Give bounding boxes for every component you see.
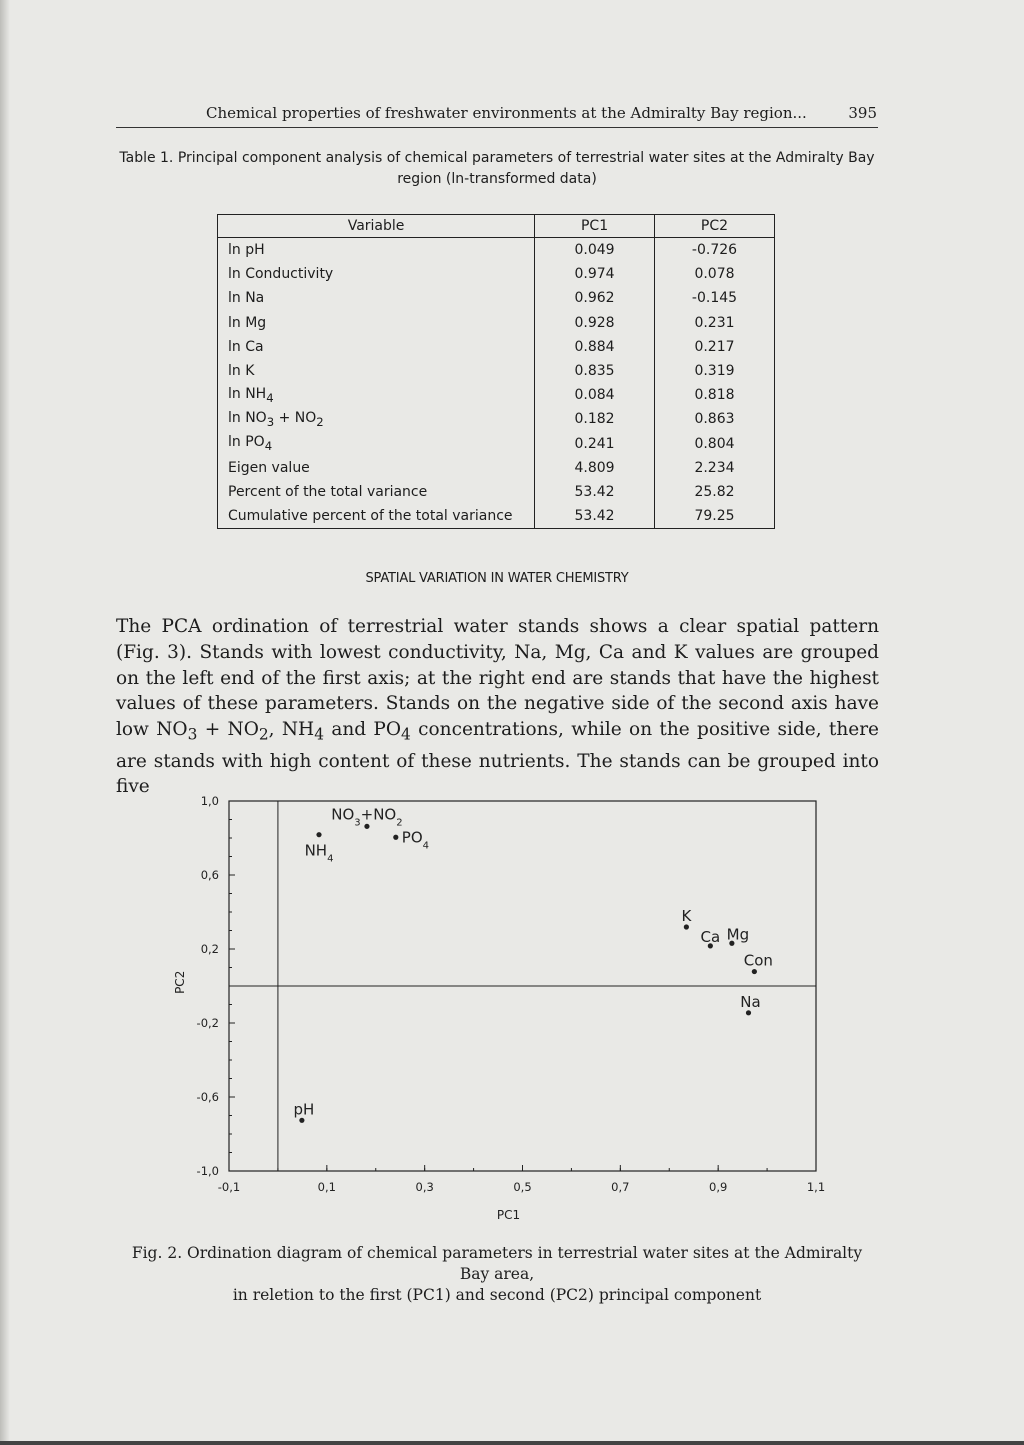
cell-pc2: 0.231: [694, 314, 735, 331]
y-tick-label: -0,6: [196, 1090, 219, 1104]
cell-pc2: 0.818: [694, 387, 735, 404]
point-label-na: Na: [740, 992, 761, 1011]
cell-pc1: 0.928: [535, 311, 655, 335]
x-tick-label: 0,7: [611, 1180, 630, 1194]
x-tick-label: -0,1: [217, 1180, 241, 1194]
cell-pc1: 53.42: [535, 480, 655, 504]
cell-pc2: 0.078: [694, 266, 735, 283]
cell-pc2: 25.82: [694, 483, 735, 500]
cell-pc2: 0.804: [694, 435, 735, 452]
cell-variable: ln Conductivity: [218, 262, 535, 286]
cell-pc1: 0.884: [535, 335, 655, 359]
cell-pc1: 0.835: [535, 359, 655, 383]
point-label-k: K: [681, 906, 692, 925]
y-tick-label: 0,6: [200, 868, 219, 882]
y-tick-label: -0,2: [196, 1016, 219, 1030]
cell-pc2: 2.234: [694, 459, 735, 476]
point-label-ph: pH: [293, 1100, 315, 1119]
data-point-na: [746, 1010, 751, 1015]
cell-pc2: 0.217: [694, 338, 735, 355]
cell-pc2: -0.726: [691, 242, 738, 259]
cell-pc1: 0.241: [535, 432, 655, 456]
cell-pc2: 79.25: [694, 508, 735, 525]
y-tick-label: 0,2: [200, 942, 219, 956]
point-label-nh: $NH_4$: [304, 841, 334, 865]
cell-variable: $\ln NO_3 + NO_2$: [218, 407, 535, 431]
cell-variable: ln Na: [218, 286, 535, 310]
cell-variable: ln pH: [218, 238, 535, 263]
section-heading: SPATIAL VARIATION IN WATER CHEMISTRY: [365, 571, 629, 586]
cell-pc2: 0.863: [694, 411, 735, 428]
figure-caption: [116, 1243, 878, 1306]
point-label-no: $NO_3+NO_2$: [331, 805, 403, 828]
running-head-title: Chemical properties of freshwater environments at the Admiralty Bay region...: [206, 104, 807, 122]
cell-variable: ln Ca: [218, 335, 535, 359]
x-tick-label: 0,1: [317, 1180, 336, 1194]
data-point-con: [752, 969, 757, 974]
data-point-po: [393, 835, 398, 840]
cell-variable: ln K: [218, 359, 535, 383]
cell-pc1: 0.962: [535, 286, 655, 310]
header-pc2: PC2: [654, 215, 774, 238]
page-number: 395: [848, 104, 877, 122]
data-point-k: [684, 924, 689, 929]
cell-variable: ln Mg: [218, 311, 535, 335]
header-pc1: PC1: [535, 215, 655, 238]
cell-pc1: 0.974: [535, 262, 655, 286]
x-tick-label: 1,1: [806, 1180, 826, 1194]
cell-pc2: -0.145: [691, 290, 738, 307]
y-tick-label: 1,0: [200, 794, 219, 808]
cell-variable: Cumulative percent of the total variance: [218, 504, 535, 529]
cell-pc1: 4.809: [535, 456, 655, 480]
y-tick-label: -1,0: [196, 1164, 219, 1178]
figure-caption-line-1: Fig. 2. Ordination diagram of chemical parameters in terrestrial water sites at the Admiralty Bay area,: [131, 1244, 863, 1283]
point-label-ca: Ca: [700, 927, 721, 946]
cell-variable: Eigen value: [218, 456, 535, 480]
cell-pc1: 0.182: [535, 407, 655, 431]
cell-variable: $\ln NH_4$: [218, 383, 535, 407]
table-caption-line-1: Table 1. Principal component analysis of chemical parameters of terrestrial water sites at the Admiralty Bay: [119, 150, 875, 166]
header-variable: Variable: [218, 215, 535, 238]
x-tick-label: 0,3: [415, 1180, 434, 1194]
cell-pc1: 53.42: [535, 504, 655, 529]
point-label-mg: Mg: [726, 925, 750, 944]
table-caption-line-2: region (ln-transformed data): [397, 171, 597, 187]
body-paragraph: The PCA ordination of terrestrial water stands shows a clear spatial pattern (Fig. 3). Stands with lowest conductivity, Na, Mg, Ca and K values are grouped on the left end of the first axis; at the right end are stands that have the highest values of these parameters. Stands on the negative side of the second axis have low $NO_3 + NO_2$, $NH_4$ and $PO_4$ concentrations, while on the positive side, there are stands with high content of these nutrients. The stands can be grouped into five: [116, 616, 879, 798]
data-point-nh: [316, 832, 321, 837]
point-label-po: $PO_4$: [401, 828, 430, 851]
x-tick-label: 0,9: [709, 1180, 728, 1194]
x-tick-label: 0,5: [513, 1180, 532, 1194]
cell-pc2: 0.319: [694, 363, 735, 380]
cell-variable: Percent of the total variance: [218, 480, 535, 504]
data-point-no: [364, 824, 369, 829]
y-axis-title: PC2: [173, 970, 187, 994]
cell-variable: $\ln PO_4$: [218, 432, 535, 456]
data-point-ph: [299, 1118, 304, 1123]
x-axis-title: PC1: [496, 1208, 521, 1222]
cell-pc1: 0.084: [535, 383, 655, 407]
point-label-con: Con: [743, 951, 773, 970]
cell-pc1: 0.049: [535, 238, 655, 263]
figure-caption-line-2: in reletion to the first (PC1) and second (PC2) principal component: [232, 1286, 762, 1304]
